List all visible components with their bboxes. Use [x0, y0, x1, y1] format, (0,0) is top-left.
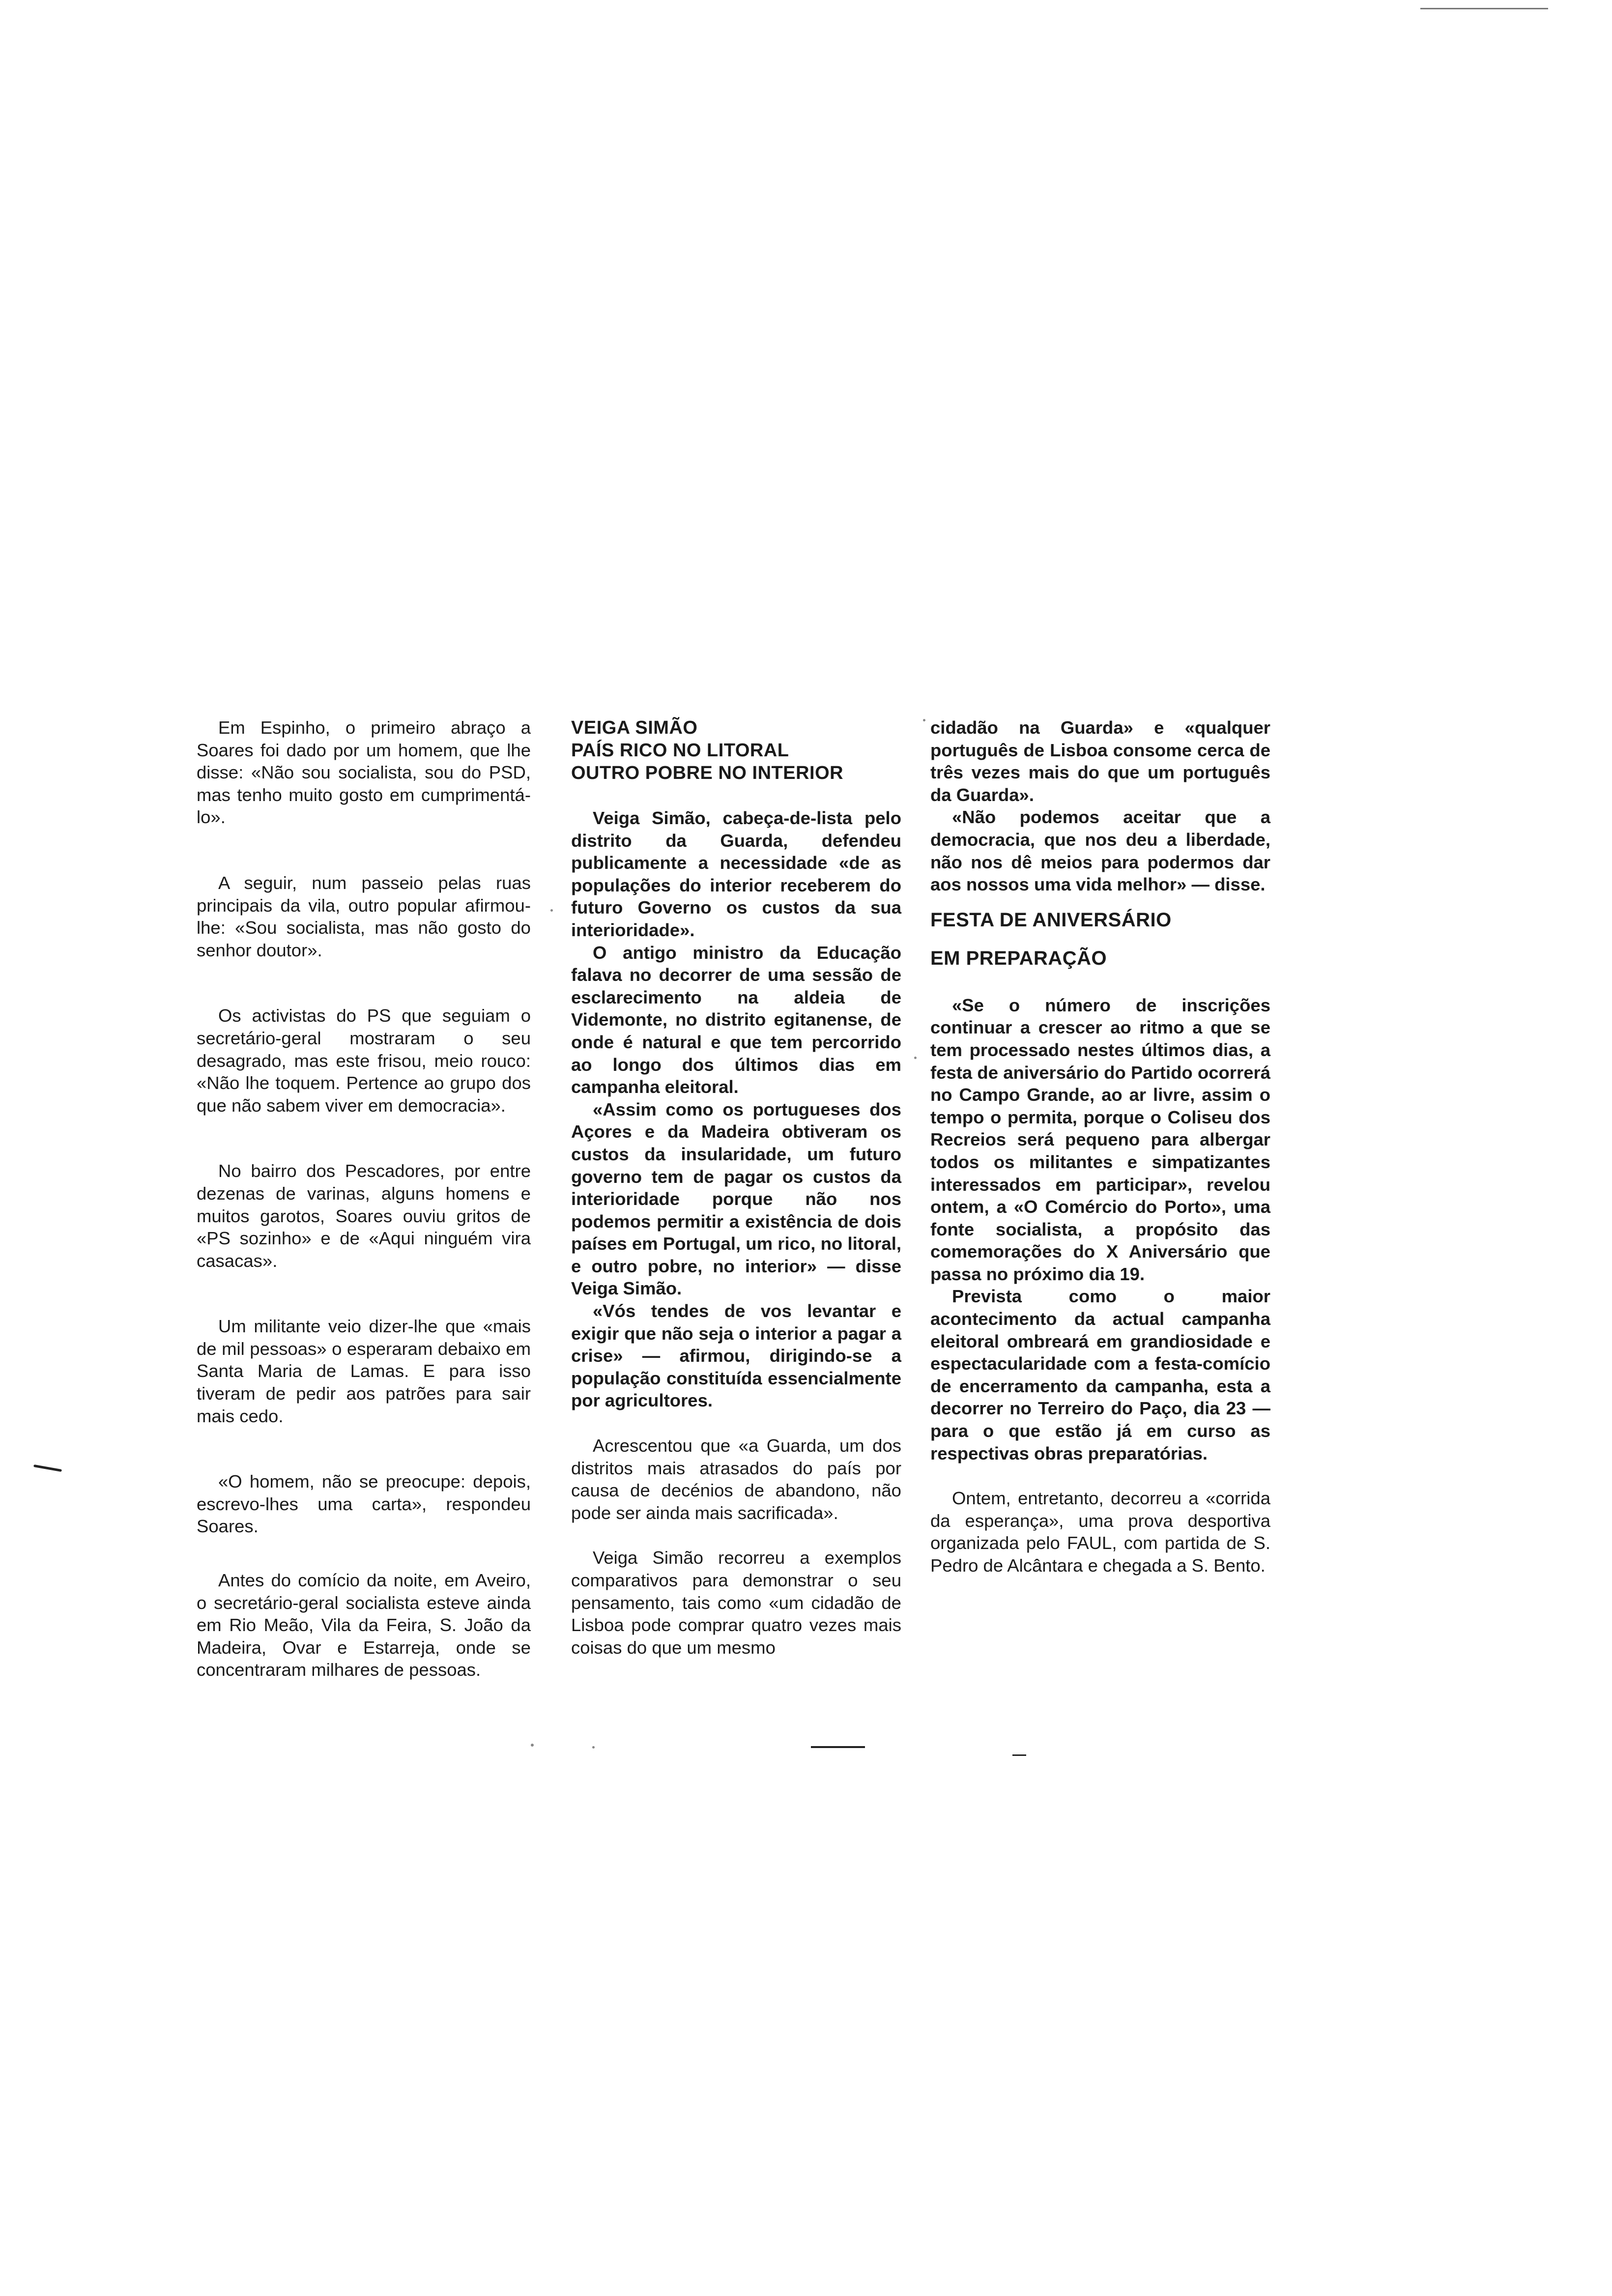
headline-line: EM PREPARAÇÃO — [930, 947, 1107, 969]
paragraph: «Se o número de inscrições continuar a crescer ao ritmo a que se tem processado nestes últimos dias, a festa de aniversário do Partido ocorrerá no Campo Grande, ao ar livre, assim o tempo o permita, porque o Coliseu dos Recreios será pequeno para albergar todos os militantes e simpatizantes interessados em participar», revelou ontem, a «O Comércio do Porto», uma fonte socialista, a propósito das comemorações do X Aniversário que passa no próximo dia 19. — [930, 995, 1270, 1284]
section-headline — [571, 717, 901, 784]
scan-rule-top-right — [1420, 8, 1548, 9]
article-column-1 — [197, 717, 531, 1724]
paragraph: O antigo ministro da Educação falava no decorrer de uma sessão de esclarecimento na aldeia de Videmonte, no distrito egitanense, de onde é natural e que tem percorrido ao longo dos últimos dias em campanha eleitoral. — [571, 942, 901, 1097]
scan-mark-bottom — [811, 1746, 865, 1748]
paragraph: Prevista como o maior acontecimento da actual campanha eleitoral ombreará em grandiosidade e espectacularidade com a festa-comício de encerramento da campanha, esta a decorrer no Terreiro do Paço, dia 23 — para o que estão já em curso as respectivas obras preparatórias. — [930, 1286, 1270, 1464]
headline-line: FESTA DE ANIVERSÁRIO — [930, 909, 1172, 931]
scan-speck — [550, 909, 553, 912]
paragraph: A seguir, num passeio pelas ruas principais da vila, outro popular afirmou-lhe: «Sou socialista, mas não gosto do senhor doutor». — [197, 872, 531, 960]
paragraph: Antes do comício da noite, em Aveiro, o secretário-geral socialista esteve ainda em Rio Meão, Vila da Feira, S. João da Madeira, Ovar e Estarreja, onde se concentraram milhares de pessoas. — [197, 1570, 531, 1680]
paragraph: Um militante veio dizer-lhe que «mais de mil pessoas» o esperaram debaixo em Santa Maria de Lamas. E para isso tiveram de pedir aos patrões para sair mais cedo. — [197, 1316, 531, 1426]
paragraph: «O homem, não se preocupe: depois, escrevo-lhes uma carta», respondeu Soares. — [197, 1471, 531, 1537]
scan-speck — [923, 719, 925, 721]
paragraph: Veiga Simão, cabeça-de-lista pelo distrito da Guarda, defendeu publicamente a necessidade «de as populações do interior receberem do futuro Governo os custos da sua interioridade». — [571, 808, 901, 940]
paragraph: Acrescentou que «a Guarda, um dos distritos mais atrasados do país por causa de decénios de abandono, não pode ser ainda mais sacrificada». — [571, 1435, 901, 1523]
paragraph: «Assim como os portugueses dos Açores e da Madeira obtiveram os custos da insularidade, um futuro governo tem de pagar os custos da interioridade porque não nos podemos permitir a existência de dois países em Portugal, um rico, no litoral, e outro pobre, no interior» — disse Veiga Simão. — [571, 1099, 901, 1299]
scan-speck — [914, 1057, 917, 1059]
headline-line: OUTRO POBRE NO INTERIOR — [571, 763, 844, 783]
paragraph: «Não podemos aceitar que a democracia, que nos deu a liberdade, não nos dê meios para podermos dar aos nossos uma vida melhor» — disse. — [930, 807, 1270, 895]
scan-mark-bottom-right — [1012, 1754, 1026, 1756]
paragraph: Em Espinho, o primeiro abraço a Soares foi dado por um homem, que lhe disse: «Não sou socialista, sou do PSD, mas tenho muito gosto em cumprimentá-lo». — [197, 718, 531, 828]
paragraph: cidadão na Guarda» e «qualquer português de Lisboa consome cerca de três vezes mais do que um português da Guarda». — [930, 718, 1270, 805]
scan-speck — [592, 1746, 595, 1749]
article-column-3 — [930, 717, 1270, 1577]
paragraph: Os activistas do PS que seguiam o secretário-geral mostraram o seu desagrado, mas este frisou, meio rouco: «Não lhe toquem. Pertence ao grupo dos que não sabem viver em democracia». — [197, 1005, 531, 1116]
headline-line: VEIGA SIMÃO — [571, 718, 698, 738]
scan-mark-left-margin — [33, 1464, 62, 1472]
scan-speck — [531, 1744, 534, 1747]
paragraph: No bairro dos Pescadores, por entre dezenas de varinas, alguns homens e muitos garotos, Soares ouviu gritos de «PS sozinho» e de «Aqui ninguém vira casacas». — [197, 1161, 531, 1271]
paragraph: «Vós tendes de vos levantar e exigir que não seja o interior a pagar a crise» — afirmou, dirigindo-se a população constituída essencialmente por agricultores. — [571, 1301, 901, 1411]
article-column-2 — [571, 717, 901, 1659]
section-headline — [930, 907, 1270, 972]
paragraph: Veiga Simão recorreu a exemplos comparativos para demonstrar o seu pensamento, tais como «um cidadão de Lisboa pode comprar quatro vezes mais coisas do que um mesmo — [571, 1548, 901, 1658]
paragraph: Ontem, entretanto, decorreu a «corrida da esperança», uma prova desportiva organizada pelo FAUL, com partida de S. Pedro de Alcântara e chegada a S. Bento. — [930, 1488, 1270, 1576]
headline-line: PAÍS RICO NO LITORAL — [571, 740, 789, 761]
